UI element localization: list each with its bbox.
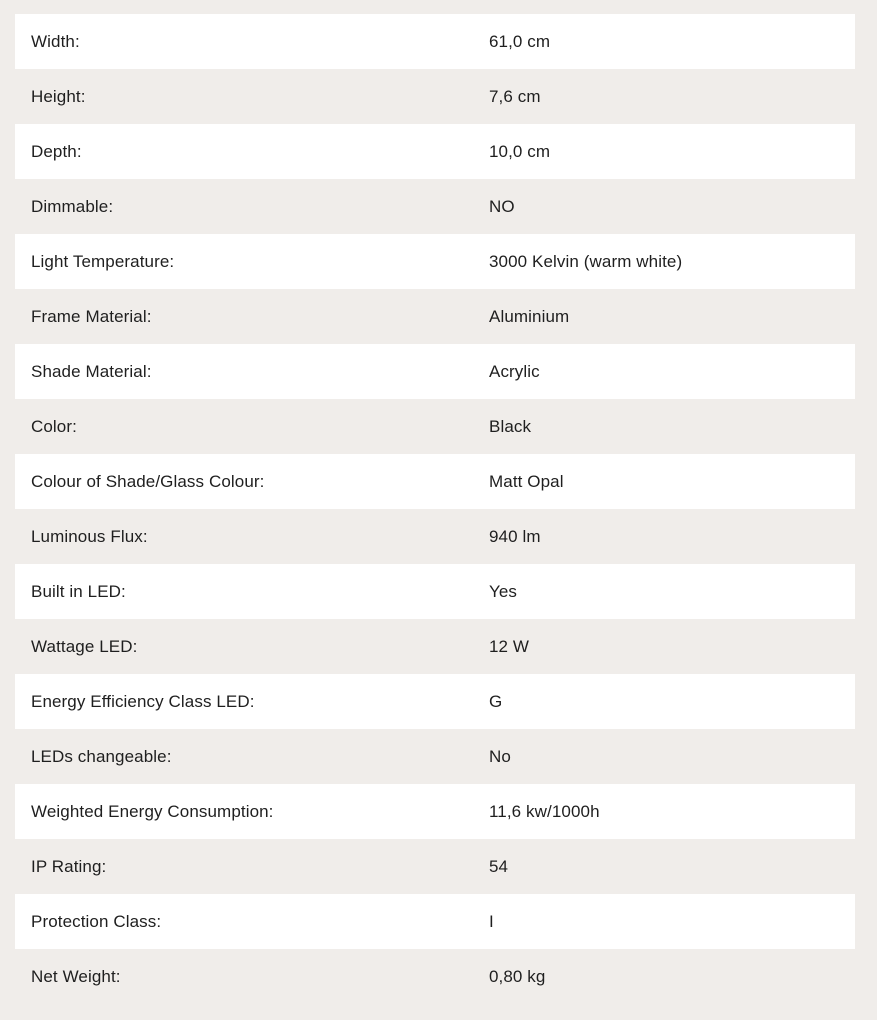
spec-value: 61,0 cm: [489, 31, 551, 51]
spec-label: Height:: [31, 86, 86, 106]
spec-row-ip-rating: [15, 839, 855, 894]
spec-row-net-weight: [15, 949, 855, 1004]
spec-label: Weighted Energy Consumption:: [31, 801, 274, 821]
spec-label: Depth:: [31, 141, 82, 161]
spec-value: Aluminium: [489, 306, 570, 326]
spec-value: 0,80 kg: [489, 966, 546, 986]
spec-label: LEDs changeable:: [31, 746, 172, 766]
spec-label: Protection Class:: [31, 911, 162, 931]
spec-value: 54: [489, 856, 509, 876]
spec-row-energy-class: [15, 674, 855, 729]
spec-row-color: [15, 399, 855, 454]
spec-row-shade-colour: [15, 454, 855, 509]
spec-label: Frame Material:: [31, 306, 152, 326]
spec-label: Net Weight:: [31, 966, 121, 986]
spec-label: Color:: [31, 416, 77, 436]
spec-value: I: [489, 911, 494, 931]
spec-row-dimmable: [15, 179, 855, 234]
spec-row-light-temperature: [15, 234, 855, 289]
spec-table: [15, 14, 855, 1004]
spec-label: Luminous Flux:: [31, 526, 148, 546]
spec-row-wattage-led: [15, 619, 855, 674]
spec-label: Wattage LED:: [31, 636, 138, 656]
spec-row-energy-consumption: [15, 784, 855, 839]
spec-value: No: [489, 746, 511, 766]
spec-row-height: [15, 69, 855, 124]
spec-value: Matt Opal: [489, 471, 564, 491]
spec-value: 11,6 kw/1000h: [489, 801, 600, 821]
spec-row-frame-material: [15, 289, 855, 344]
spec-value: 940 lm: [489, 526, 541, 546]
spec-row-leds-changeable: [15, 729, 855, 784]
spec-value: G: [489, 691, 503, 711]
spec-row-built-in-led: [15, 564, 855, 619]
spec-value: Acrylic: [489, 361, 540, 381]
spec-value: NO: [489, 196, 515, 216]
spec-label: Dimmable:: [31, 196, 114, 216]
spec-value: 3000 Kelvin (warm white): [489, 251, 683, 271]
spec-row-depth: [15, 124, 855, 179]
spec-value: 7,6 cm: [489, 86, 541, 106]
spec-value: Black: [489, 416, 532, 436]
spec-value: 12 W: [489, 636, 530, 656]
spec-label: Energy Efficiency Class LED:: [31, 691, 255, 711]
spec-label: IP Rating:: [31, 856, 107, 876]
spec-row-luminous-flux: [15, 509, 855, 564]
spec-row-shade-material: [15, 344, 855, 399]
spec-value: Yes: [489, 581, 518, 601]
spec-label: Width:: [31, 31, 80, 51]
spec-label: Built in LED:: [31, 581, 126, 601]
spec-label: Colour of Shade/Glass Colour:: [31, 471, 265, 491]
spec-label: Shade Material:: [31, 361, 152, 381]
spec-row-protection-class: [15, 894, 855, 949]
spec-label: Light Temperature:: [31, 251, 175, 271]
spec-value: 10,0 cm: [489, 141, 551, 161]
spec-row-width: [15, 14, 855, 69]
